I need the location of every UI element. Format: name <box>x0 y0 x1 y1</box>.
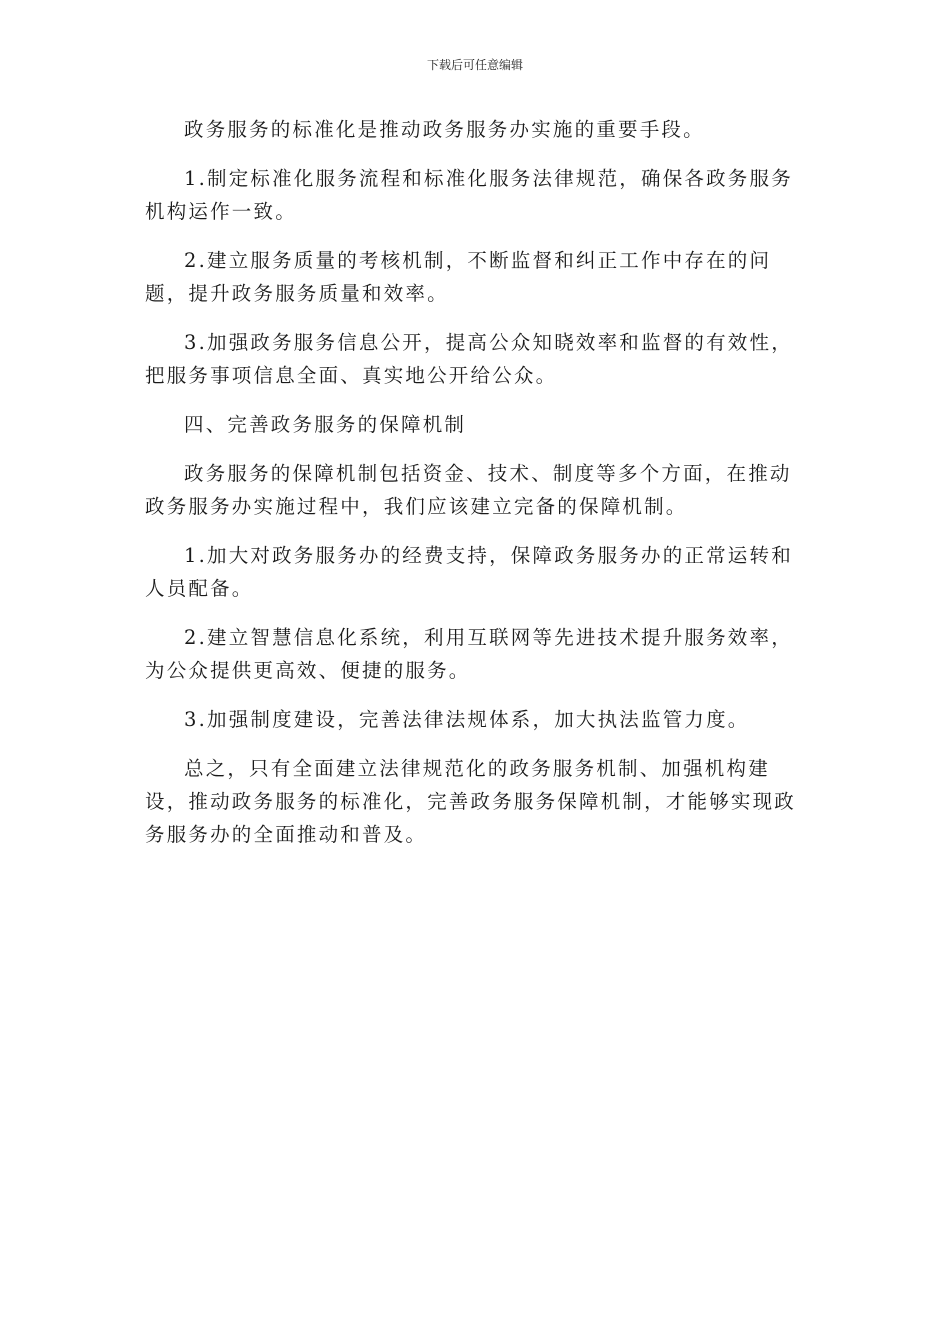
paragraph-funding-support: 1.加大对政务服务办的经费支持，保障政务服务办的正常运转和人员配备。 <box>145 544 793 600</box>
paragraph-quality-assessment: 2.建立服务质量的考核机制，不断监督和纠正工作中存在的问题，提升政务服务质量和效率。 <box>145 249 772 305</box>
paragraph-standard-process: 1.制定标准化服务流程和标准化服务法律规范，确保各政务服务机构运作一致。 <box>145 167 793 223</box>
paragraph-information-disclosure: 3.加强政务服务信息公开，提高公众知晓效率和监督的有效性，把服务事项信息全面、真实地公开给公众。 <box>145 331 793 387</box>
paragraph-standardization-intro: 政务服务的标准化是推动政务服务办实施的重要手段。 <box>184 118 705 141</box>
paragraph-conclusion: 总之，只有全面建立法律规范化的政务服务机制、加强机构建设，推动政务服务的标准化，完善政务服务保障机制，才能够实现政务服务办的全面推动和普及。 <box>145 757 797 846</box>
paragraph-smart-information-system: 2.建立智慧信息化系统，利用互联网等先进技术提升服务效率，为公众提供更高效、便捷的服务。 <box>145 626 793 682</box>
page-header: 下载后可任意编辑 <box>426 58 523 72</box>
paragraph-guarantee-intro: 政务服务的保障机制包括资金、技术、制度等多个方面，在推动政务服务办实施过程中，我们应该建立完备的保障机制。 <box>145 462 792 518</box>
paragraph-institution-building: 3.加强制度建设，完善法律法规体系，加大执法监管力度。 <box>184 708 750 731</box>
section-heading-guarantee-mechanism: 四、完善政务服务的保障机制 <box>184 413 467 436</box>
document-body <box>145 113 800 867</box>
